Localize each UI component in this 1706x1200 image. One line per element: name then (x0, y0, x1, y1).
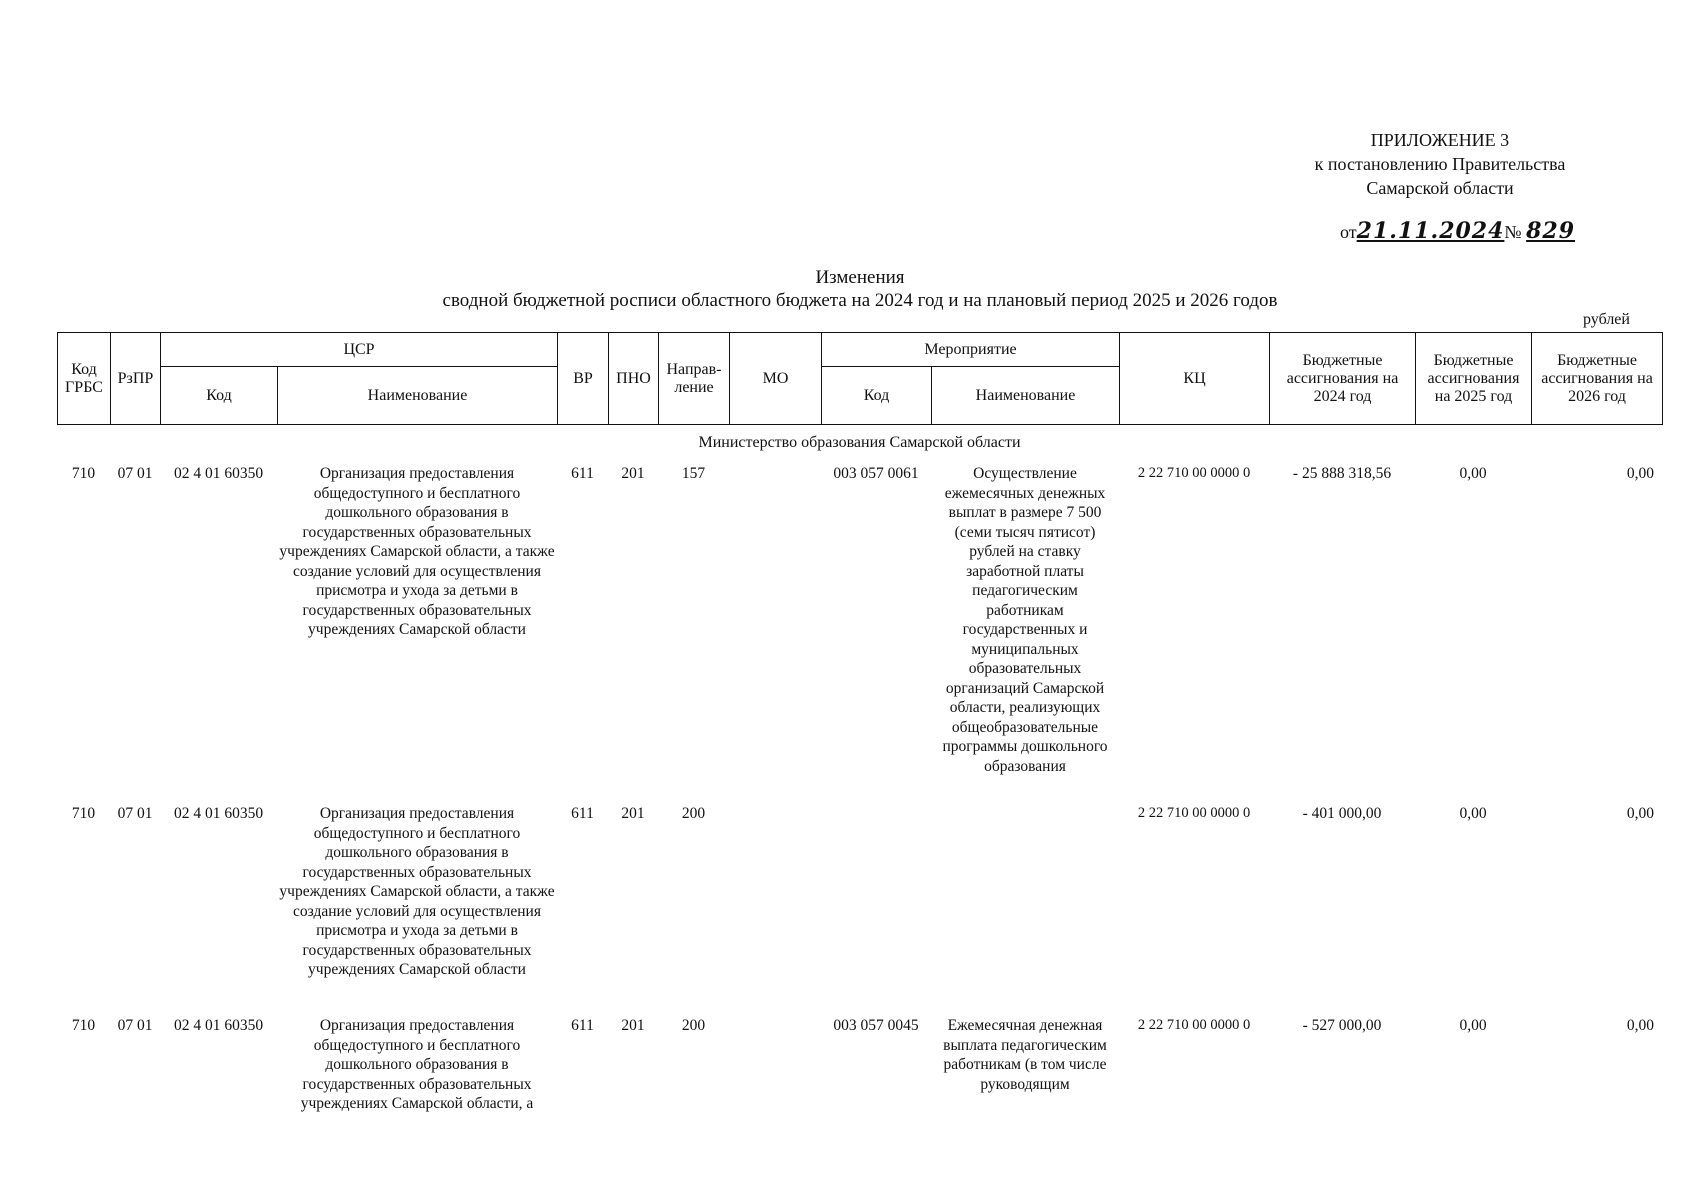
table-row (57, 1016, 1662, 1136)
appendix-title: ПРИЛОЖЕНИЕ 3 (1370, 130, 1510, 150)
header-vr: ВР (558, 333, 609, 425)
appendix-block (1250, 128, 1630, 200)
cell-budget-2026: 0,00 (1626, 805, 1654, 822)
header-direction: Направ-ление (659, 333, 730, 425)
cell-budget-2026: 0,00 (1626, 465, 1654, 482)
cell-budget-2025: 0,00 (1459, 1017, 1487, 1034)
cell-vr: 611 (571, 1017, 594, 1034)
title-line-1: Изменения (815, 267, 905, 288)
table-body (57, 464, 1662, 1136)
header-mo: МО (730, 333, 822, 425)
header-event: Мероприятие (822, 333, 1120, 367)
table-row (57, 464, 1662, 804)
document-title (360, 266, 1360, 312)
cell-pno: 201 (621, 465, 645, 482)
cell-kc: 2 22 710 00 0000 0 (1137, 805, 1251, 821)
appendix-ref: к постановлению Правительства (1314, 154, 1566, 174)
decree-number-label: № (1504, 222, 1522, 242)
decree-date-number (1340, 218, 1575, 244)
cell-direction: 200 (681, 1017, 706, 1034)
cell-csr-code: 02 4 01 60350 (173, 465, 264, 482)
cell-grbs: 710 (71, 805, 96, 822)
cell-csr-code: 02 4 01 60350 (173, 805, 264, 822)
cell-grbs: 710 (71, 1017, 96, 1034)
header-rzpr: РзПР (111, 333, 161, 425)
cell-rzpr: 07 01 (117, 465, 153, 482)
cell-csr-name: Организация предоставления общедоступного и бесплатного дошкольного образования в государственных образовательных учреждениях Самарской области, а (300, 1017, 534, 1112)
table-body-area (57, 434, 1662, 1136)
cell-pno: 201 (621, 1017, 645, 1034)
cell-budget-2025: 0,00 (1459, 805, 1487, 822)
cell-direction: 157 (681, 465, 706, 482)
cell-event-code: 003 057 0061 (833, 465, 919, 482)
cell-vr: 611 (571, 465, 594, 482)
cell-event-code: 003 057 0045 (833, 1017, 919, 1034)
cell-budget-2024: - 401 000,00 (1302, 805, 1382, 822)
cell-event-name: Осуществление ежемесячных денежных выплат в размере 7 500 (семи тысяч пятисот) рублей на ставку заработной платы педагогическим работникам государственных и муниципальных образовательных организаций Самарской области, реализующих общеобразовательные программы дошкольного образования (942, 465, 1108, 775)
units-label: рублей (1583, 311, 1630, 328)
cell-csr-name: Организация предоставления общедоступного и бесплатного дошкольного образования в государственных образовательных учреждениях Самарской области, а также создание условий для осуществления присмотра и ухода за детьми в государственных образовательных учреждениях Самарской области (279, 465, 555, 638)
cell-csr-code: 02 4 01 60350 (173, 1017, 264, 1034)
cell-event-code (821, 804, 931, 1016)
cell-mo (729, 804, 821, 1016)
header-budget-2025: Бюджетные ассигнования на 2025 год (1416, 333, 1532, 425)
cell-csr-name: Организация предоставления общедоступного и бесплатного дошкольного образования в государственных образовательных учреждениях Самарской области, а также создание условий для осуществления присмотра и ухода за детьми в государственных образовательных учреждениях Самарской области (279, 805, 555, 978)
cell-pno: 201 (621, 805, 645, 822)
header-pno: ПНО (609, 333, 659, 425)
cell-budget-2024: - 25 888 318,56 (1292, 465, 1392, 482)
table-row (57, 804, 1662, 1016)
cell-mo (729, 464, 821, 804)
header-event-name: Наименование (932, 367, 1120, 425)
decree-date: 21.11.2024 (1356, 218, 1505, 244)
header-kc: КЦ (1120, 333, 1270, 425)
decree-number: 829 (1526, 218, 1576, 244)
appendix-region: Самарской области (1366, 178, 1514, 198)
title-line-2: сводной бюджетной росписи областного бюджета на 2024 год и на плановый период 2025 и 2026 годов (442, 290, 1278, 311)
cell-kc: 2 22 710 00 0000 0 (1137, 465, 1251, 481)
cell-budget-2024: - 527 000,00 (1302, 1017, 1382, 1034)
decree-from-label: от (1340, 222, 1357, 242)
header-budget-2024: Бюджетные ассигнования на 2024 год (1270, 333, 1416, 425)
header-csr-name: Наименование (278, 367, 558, 425)
header-csr-code: Код (161, 367, 278, 425)
cell-direction: 200 (681, 805, 706, 822)
header-budget-2026: Бюджетные ассигнования на 2026 год (1532, 333, 1663, 425)
ministry-heading: Министерство образования Самарской области (698, 434, 1021, 451)
cell-kc: 2 22 710 00 0000 0 (1137, 1017, 1251, 1033)
cell-mo (729, 1016, 821, 1136)
cell-grbs: 710 (71, 465, 96, 482)
cell-vr: 611 (571, 805, 594, 822)
cell-event-name: Ежемесячная денежная выплата педагогическим работникам (в том числе руководящим (943, 1017, 1107, 1093)
cell-rzpr: 07 01 (117, 1017, 153, 1034)
cell-rzpr: 07 01 (117, 805, 153, 822)
header-grbs: Код ГРБС (58, 333, 111, 425)
table-header (57, 332, 1663, 425)
header-event-code: Код (822, 367, 932, 425)
cell-budget-2025: 0,00 (1459, 465, 1487, 482)
cell-event-name (931, 804, 1119, 1016)
header-csr: ЦСР (161, 333, 558, 367)
cell-budget-2026: 0,00 (1626, 1017, 1654, 1034)
